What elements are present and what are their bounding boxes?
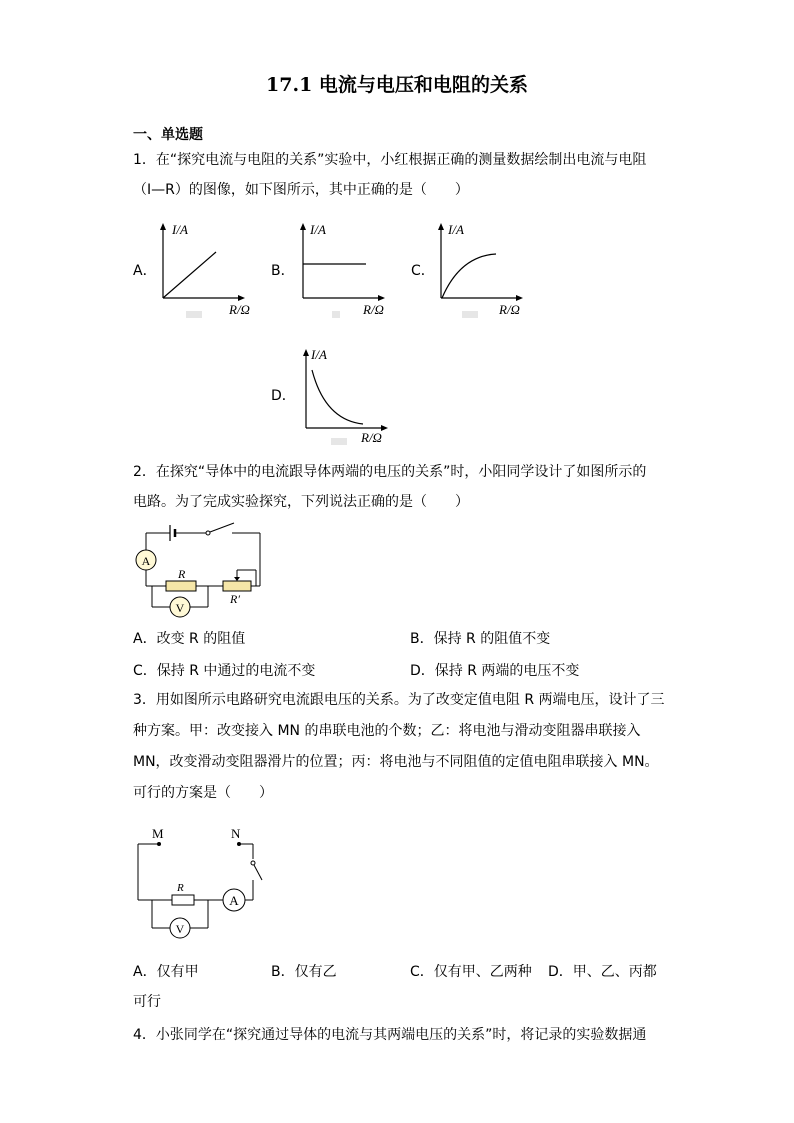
q1-graph-c bbox=[428, 218, 543, 320]
q1-b-xlabel: R/Ω bbox=[363, 302, 384, 317]
q1-d-curve bbox=[312, 370, 363, 424]
q3-option-d[interactable]: D．甲、乙、丙都 bbox=[548, 964, 657, 980]
resistor-r bbox=[172, 895, 194, 905]
q3-resistor-label: R bbox=[177, 882, 184, 894]
q3-m-label: M bbox=[152, 826, 164, 841]
q2-option-c[interactable]: C．保持 R 中通过的电流不变 bbox=[133, 663, 316, 679]
page-title: 17.1 电流与电压和电阻的关系 bbox=[266, 74, 528, 96]
q3-ammeter-label: A bbox=[229, 893, 239, 908]
q3-text-line1: 3．用如图所示电路研究电流跟电压的关系。为了改变定值电阻 R 两端电压，设计了三 bbox=[133, 692, 665, 708]
q2-voltmeter-label: V bbox=[175, 601, 185, 615]
resistor-r bbox=[166, 581, 196, 591]
q3-circuit-diagram bbox=[128, 822, 268, 946]
q3-option-c[interactable]: C．仅有甲、乙两种 bbox=[410, 964, 532, 980]
q1-a-curve bbox=[163, 252, 216, 298]
section-heading: 一、单选题 bbox=[133, 127, 203, 143]
q4-text-line1: 4．小张同学在“探究通过导体的电流与其两端电压的关系”时，将记录的实验数据通 bbox=[133, 1027, 647, 1043]
q1-option-c-label[interactable]: C． bbox=[411, 263, 435, 279]
q1-graph-b bbox=[290, 218, 405, 320]
switch-blade bbox=[210, 523, 234, 532]
q2-option-a[interactable]: A．改变 R 的阻值 bbox=[133, 631, 246, 647]
q1-text-line1: 1．在“探究电流与电阻的关系”实验中，小红根据正确的测量数据绘制出电流与电阻 bbox=[133, 152, 647, 168]
q2-text-line2: 电路。为了完成实验探究，下列说法正确的是（ ） bbox=[133, 494, 469, 510]
q3-text-line3: MN，改变滑动变阻器滑片的位置；丙：将电池与不同阻值的定值电阻串联接入 MN。 bbox=[133, 754, 659, 770]
q3-option-b[interactable]: B．仅有乙 bbox=[271, 964, 337, 980]
switch-blade bbox=[254, 865, 262, 880]
q1-graph-d bbox=[293, 344, 408, 446]
q1-option-d-label[interactable]: D． bbox=[271, 388, 296, 404]
q1-a-xlabel: R/Ω bbox=[229, 302, 250, 317]
q1-text-line2: （I—R）的图像，如下图所示，其中正确的是（ ） bbox=[133, 182, 469, 198]
q1-d-xlabel: R/Ω bbox=[361, 430, 382, 445]
q3-option-d-wrap: 可行 bbox=[133, 994, 161, 1010]
q1-a-ylabel: I/A bbox=[172, 222, 188, 237]
q1-option-a-label[interactable]: A． bbox=[133, 263, 157, 279]
q3-voltmeter-label: V bbox=[175, 922, 185, 936]
q2-option-d[interactable]: D．保持 R 两端的电压不变 bbox=[410, 663, 580, 679]
q2-resistor-label: R bbox=[178, 567, 186, 581]
q3-text-line4: 可行的方案是（ ） bbox=[133, 785, 273, 801]
q2-ammeter-label: A bbox=[141, 554, 151, 568]
q2-option-b[interactable]: B．保持 R 的阻值不变 bbox=[410, 631, 551, 647]
q3-n-label: N bbox=[231, 826, 241, 841]
q1-c-curve bbox=[442, 254, 496, 298]
q1-option-b-label[interactable]: B． bbox=[271, 263, 295, 279]
q1-b-ylabel: I/A bbox=[310, 222, 326, 237]
q2-rheostat-label: R′ bbox=[230, 592, 240, 606]
q1-graph-a bbox=[150, 218, 265, 320]
q1-d-ylabel: I/A bbox=[311, 347, 327, 362]
q1-c-xlabel: R/Ω bbox=[499, 302, 520, 317]
q2-circuit-diagram bbox=[130, 520, 270, 620]
q1-c-ylabel: I/A bbox=[448, 222, 464, 237]
q3-option-a[interactable]: A．仅有甲 bbox=[133, 964, 199, 980]
q2-text-line1: 2．在探究“导体中的电流跟导体两端的电压的关系”时，小阳同学设计了如图所示的 bbox=[133, 464, 647, 480]
rheostat bbox=[223, 581, 251, 591]
q3-text-line2: 种方案。甲：改变接入 MN 的串联电池的个数；乙：将电池与滑动变阻器串联接入 bbox=[133, 723, 641, 739]
